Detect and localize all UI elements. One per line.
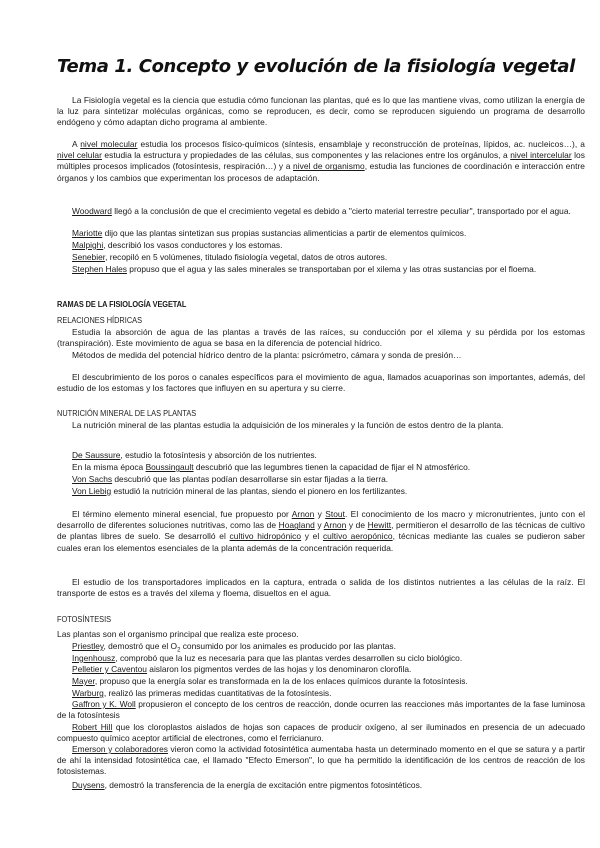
- term-nivel-intercelular: nivel intercelular: [510, 150, 572, 161]
- hidricas-text-2: Métodos de medida del potencial hídrico dentro de la planta: psicrómetro, cámara y sonda de presión…: [72, 350, 462, 360]
- hidricas-text-1: Estudia la absorción de agua de las plantas a través de las raíces, su conducción por el xilema y su pérdida por los estomas (transpiración). Este movimiento de agua se basa en la diferencia de potencial hídrico.: [57, 327, 585, 349]
- section-heading-ramas: RAMAS DE LA FISIOLOGÍA VEGETAL: [57, 299, 187, 309]
- author-name: Stout: [325, 509, 345, 519]
- term-nivel-molecular: nivel molecular: [80, 139, 138, 149]
- author-name: Robert Hill: [72, 722, 113, 732]
- nutricion-item-text: estudió la nutrición mineral de las plantas, siendo el pionero en los fertilizantes.: [111, 486, 408, 496]
- nutricion-item-text: descubrió que las plantas podían desarrollarse sin estar fijadas a la tierra.: [112, 474, 389, 484]
- fotosintesis-item-text: propusieron el concepto de los centros de reacción, donde ocurren las reacciones más importantes de la fase luminosa de la fotosíntesis: [57, 699, 585, 720]
- author-name: Mariotte: [72, 228, 103, 238]
- nutricion-paragraph-3: [57, 577, 585, 599]
- hidricas-paragraph-3: [57, 372, 585, 394]
- hidricas-text-3: El descubrimiento de los poros o canales específicos para el movimiento de agua, llamados acuaporinas son importantes, además, del estudio de los estomas y los factores que influyen en su apertura y su cierre.: [57, 372, 585, 394]
- history-item: [72, 240, 585, 251]
- nutricion-text-1: La nutrición mineral de las plantas estudia la adquisición de los minerales y la función de estos dentro de la planta.: [72, 420, 504, 430]
- author-name: Arnon: [291, 509, 315, 519]
- history-text: llegó a la conclusión de que el crecimiento vegetal es debido a "cierto material terrestre peculiar", transportado por el agua.: [111, 206, 571, 216]
- text-run: y: [314, 520, 324, 531]
- nutricion-item: [72, 462, 585, 473]
- author-name: Boussingault: [145, 462, 194, 472]
- text-run: y de: [346, 520, 368, 531]
- history-item: [72, 206, 585, 217]
- history-text: , describió los vasos conductores y los estomas.: [103, 240, 283, 250]
- text-run: . El conocimiento de los macro y micronutrientes, junto con el desarrollo de diferentes soluciones nutritivas, como las de: [57, 509, 585, 531]
- term-nivel-celular: nivel celular: [57, 150, 102, 161]
- history-item: [72, 228, 585, 239]
- subheading-fotosintesis: FOTOSÍNTESIS: [57, 614, 112, 624]
- term-cultivo-hidroponico: cultivo hidropónico: [229, 531, 302, 542]
- author-name: Von Sachs: [72, 474, 113, 484]
- nutricion-item-text: , estudio la fotosíntesis y absorción de los nutrientes.: [120, 450, 317, 460]
- author-name: Von Liebig: [72, 486, 112, 496]
- text-run: consumido por los animales es producido por las plantas.: [180, 641, 396, 651]
- nutricion-item: [72, 450, 585, 461]
- term-cultivo-aeroponico: cultivo aeropónico: [322, 531, 393, 542]
- author-name: Gaffron y K. Woll: [72, 699, 136, 709]
- nutricion-item-text: descubrió que las legumbres tienen la capacidad de fijar el N atmosférico.: [193, 462, 471, 472]
- text-run: los múltiples procesos implicados (fotosíntesis, respiración…) y a: [57, 150, 586, 172]
- text-run: , estudia las funciones de coordinación e interacción entre órganos y los cambios que experimentan los procesos de adaptación.: [57, 161, 585, 183]
- fotosintesis-item-text: que los cloroplastos aislados de hojas son capaces de producir oxígeno, al ser iluminados en presencia de un adecuado compuesto químico aceptor artificial de electrones, como el ferricianuro.: [57, 722, 585, 743]
- text-run: estudia los procesos físico-químicos (síntesis, ensamblaje y reconstrucción de proteínas, lípidos, ac. nucleicos…), a: [137, 139, 585, 149]
- intro-paragraph-2: [57, 139, 585, 184]
- history-text: dijo que las plantas sintetizan sus propias sustancias alimenticias a partir de elementos químicos.: [102, 228, 467, 238]
- author-name: Ingenhousz: [72, 653, 116, 663]
- history-text: propuso que el agua y las sales minerales se transportaban por el xilema y las otras sustancias por el floema.: [126, 264, 537, 274]
- author-name: Warburg: [72, 688, 104, 698]
- nutricion-item: [72, 474, 585, 485]
- term-nivel-organismo: nivel de organismo: [293, 161, 365, 172]
- fotosintesis-item-text: , demostró la transferencia de la energía de excitación entre pigmentos fotosintéticos.: [104, 780, 423, 790]
- history-text: , recopiló en 5 volúmenes, titulado fisiología vegetal, datos de otros autores.: [105, 252, 388, 262]
- text-run: A: [72, 139, 81, 149]
- text-run: 2: [177, 647, 181, 654]
- fotosintesis-item: [72, 664, 585, 675]
- subheading-nutricion-mineral: NUTRICIÓN MINERAL DE LAS PLANTAS: [57, 408, 197, 418]
- nutricion-item: [72, 486, 585, 497]
- author-name: Malpighi: [72, 240, 104, 250]
- fotosintesis-item-text: vieron como la actividad fotosintética aumentaba hasta un determinado momento en el que se satura y a partir de ahí la intensidad fotosintética cae, el llamado "Efecto Emerson", lo que ha permitido la identificación de los centros de reacción de los fotosistemas.: [57, 744, 585, 776]
- text-run: El término elemento mineral esencial, fue propuesto por: [72, 509, 292, 519]
- author-name: Woodward: [72, 206, 112, 216]
- intro-paragraph-1: [57, 95, 585, 129]
- author-name: Stephen Hales: [72, 264, 127, 274]
- subheading-relaciones-hidricas: RELACIONES HÍDRICAS: [57, 315, 143, 325]
- hidricas-paragraph-1: [57, 327, 585, 349]
- author-name: Priestley: [72, 641, 104, 651]
- text-run: y: [314, 509, 326, 519]
- author-name: De Saussure: [72, 450, 121, 460]
- history-item: [72, 264, 585, 275]
- author-name: Hewitt: [367, 520, 392, 531]
- fotosintesis-item: [57, 722, 585, 744]
- fotosintesis-item: [72, 688, 585, 699]
- fotosintesis-item-text: , propuso que la energía solar es transformada en la de los enlaces químicos durante la fotosíntesis.: [94, 676, 468, 686]
- text-run: y el: [301, 531, 323, 542]
- author-name: Hoagland: [278, 520, 315, 531]
- fotosintesis-item-text: aislaron los pigmentos verdes de las hojas y los denominaron clorofila.: [146, 664, 412, 674]
- fotosintesis-item: [57, 699, 585, 721]
- fotosintesis-item: [72, 780, 585, 791]
- author-name: Senebier: [72, 252, 106, 262]
- author-name: Pelletier y Caventou: [72, 664, 147, 674]
- nutricion-paragraph-2: [57, 509, 585, 554]
- fotosintesis-item: [72, 676, 585, 687]
- author-name: Duysens: [72, 780, 105, 790]
- author-name: Emerson y colaboradores: [72, 744, 168, 754]
- fotosintesis-item-text: , realizó las primeras medidas cuantitativas de la fotosíntesis.: [103, 688, 332, 698]
- nutricion-text-3: El estudio de los transportadores implicados en la captura, entrada o salida de los distintos nutrientes a las células de la raíz. El transporte de estos es a través del xilema y floema, disueltos en el agua.: [57, 577, 585, 599]
- history-item: [72, 252, 585, 263]
- text-run: En la misma época: [72, 462, 146, 472]
- text-run: , técnicas mediante las cuales se pudieron saber cuales eran los elementos esenciales de la planta además de la concentración requerida.: [57, 531, 585, 553]
- page-title: Tema 1. Concepto y evolución de la fisiología vegetal: [57, 56, 575, 77]
- text-run: , permitieron el desarrollo de las técnicas de cultivo de plantas libres de suelo. Se desarrolló el: [57, 520, 585, 542]
- author-name: Arnon: [323, 520, 347, 531]
- intro-text-1: La Fisiología vegetal es la ciencia que estudia cómo funcionan las plantas, qué es lo que las mantiene vivas, como utilizan la energía de la luz para sintetizar moléculas orgánicas, como se reproducen, es decir, como se reproducen siguiendo un programa de desarrollo endógeno y cómo adaptan dicho programa al ambiente.: [57, 95, 585, 128]
- fotosintesis-item-text: , comprobó que la luz es necesaria para que las plantas verdes desarrollen su ciclo biológico.: [115, 653, 463, 663]
- nutricion-paragraph-1: [57, 420, 585, 431]
- text-run: estudia la estructura y propiedades de las células, sus componentes y las relaciones entre los orgánulos, a: [101, 150, 511, 161]
- author-name: Mayer: [72, 676, 95, 686]
- text-run: , demostró que el O: [103, 641, 178, 651]
- fotosintesis-item: [72, 653, 585, 664]
- hidricas-paragraph-2: [57, 350, 585, 361]
- fotosintesis-item: [57, 744, 585, 776]
- fotosintesis-paragraph-1: Las plantas son el organismo principal que realiza este proceso.: [57, 629, 299, 639]
